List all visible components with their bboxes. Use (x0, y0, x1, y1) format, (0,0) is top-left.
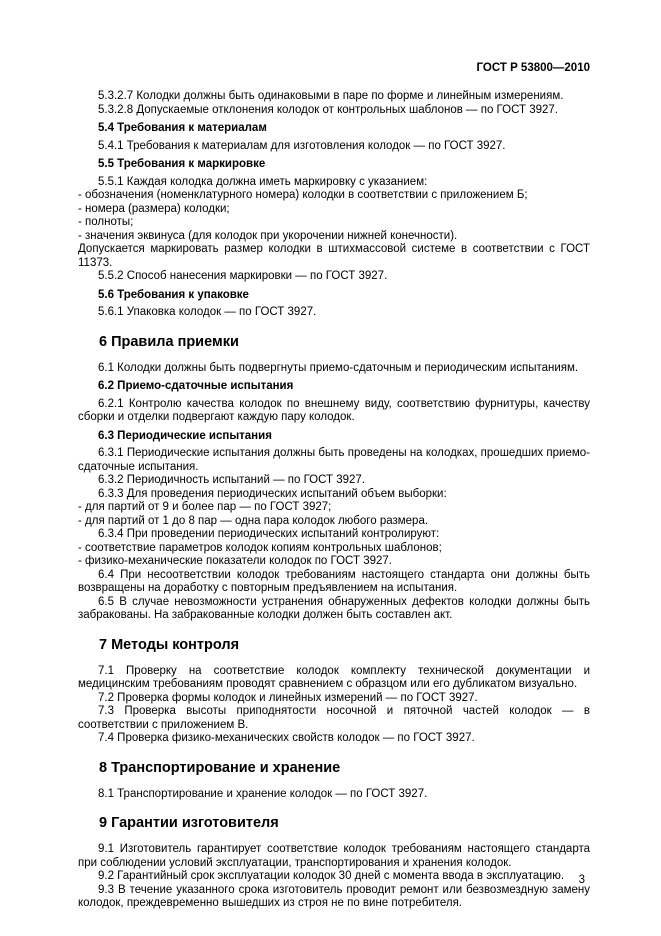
subsection-heading: 5.5 Требования к маркировке (98, 158, 266, 170)
paragraph: 6.5 В случае невозможности устранения обнаруженных дефектов колодки должны быть забракованы. На забракованные колодки должен быть составлен акт. (78, 595, 590, 621)
paragraph: 9.1 Изготовитель гарантирует соответствие колодок требованиям настоящего стандарта при соблюдении условий эксплуатации, транспортирования и хранения колодок. (78, 843, 590, 869)
page-number: 3 (578, 874, 585, 886)
list-item: - значения эквинуса (для колодок при укорочении нижней конечности). (78, 229, 458, 242)
paragraph: 6.2.1 Контролю качества колодок по внешнему виду, соответствию фурнитуры, качеству сборки и отделки подвергают каждую пару колодок. (78, 397, 590, 423)
paragraph: 5.3.2.8 Допускаемые отклонения колодок от контрольных шаблонов — по ГОСТ 3927. (98, 103, 558, 116)
list-item: Допускается маркировать размер колодки в штихмассовой системе в соответствии с ГОСТ 11373. (78, 243, 590, 269)
subsection-heading: 6.2 Приемо-сдаточные испытания (98, 380, 294, 392)
paragraph: 6.1 Колодки должны быть подвергнуты приемо-сдаточным и периодическим испытаниям. (98, 361, 579, 374)
section-heading: 9 Гарантии изготовителя (99, 815, 279, 831)
paragraph: 7.3 Проверка высоты приподнятости носочной и пяточной частей колодок — в соответствии с приложением В. (78, 705, 590, 731)
section-heading: 7 Методы контроля (99, 636, 240, 653)
paragraph: 6.3.4 При проведении периодических испытаний контролируют: (98, 528, 440, 540)
list-item: - для партий от 1 до 8 пар — одна пара колодок любого размера. (78, 514, 429, 527)
paragraph: 6.4 При несоответствии колодок требованиям настоящего стандарта они должны быть возвращены на доработку с повторным предъявлением на испытания. (78, 568, 590, 594)
paragraph: 7.2 Проверка формы колодок и линейных измерений — по ГОСТ 3927. (98, 691, 478, 704)
paragraph: 5.3.2.7 Колодки должны быть одинаковыми в паре по форме и линейным измерениям. (98, 90, 564, 102)
paragraph: 6.3.1 Периодические испытания должны быть проведены на колодках, прошедших приемо-сдаточные испытания. (78, 447, 590, 473)
list-item: - для партий от 9 и более пар — по ГОСТ 3927; (78, 501, 332, 513)
list-item: - полноты; (78, 216, 134, 228)
paragraph: 7.4 Проверка физико-механических свойств колодок — по ГОСТ 3927. (98, 732, 475, 744)
subsection-heading: 6.3 Периодические испытания (98, 429, 272, 442)
paragraph: 9.3 В течение указанного срока изготовитель проводит ремонт или безвозмездную замену колодок, преждевременно вышедших из строя не по вине потребителя. (78, 883, 590, 909)
section-heading: 6 Правила приемки (99, 333, 239, 350)
paragraph: 8.1 Транспортирование и хранение колодок — по ГОСТ 3927. (98, 787, 428, 800)
paragraph: 5.6.1 Упаковка колодок — по ГОСТ 3927. (98, 306, 317, 318)
document-code-header: ГОСТ Р 53800—2010 (476, 62, 590, 74)
paragraph: 5.4.1 Требования к материалам для изготовления колодок — по ГОСТ 3927. (98, 139, 506, 152)
list-item: - обозначения (номенклатурного номера) колодки в соответствии с приложением Б; (78, 189, 528, 201)
section-heading: 8 Транспортирование и хранение (99, 759, 341, 776)
list-item: - физико-механические показатели колодок по ГОСТ 3927. (78, 555, 392, 567)
paragraph: 6.3.3 Для проведения периодических испытаний объем выборки: (98, 487, 447, 500)
paragraph: 6.3.2 Периодичность испытаний — по ГОСТ 3927. (98, 474, 366, 486)
paragraph: 5.5.1 Каждая колодка должна иметь маркировку с указанием: (98, 175, 428, 188)
paragraph: 9.2 Гарантийный срок эксплуатации колодок 30 дней с момента ввода в эксплуатацию. (98, 870, 565, 882)
subsection-heading: 5.4 Требования к материалам (98, 122, 267, 134)
paragraph: 7.1 Проверку на соответствие колодок комплекту технической документации и медицинским требованиям проводят сравнением с образцом или его дубликатом визуально. (78, 664, 590, 690)
list-item: - соответствие параметров колодок копиям контрольных шаблонов; (78, 541, 442, 554)
paragraph: 5.5.2 Способ нанесения маркировки — по ГОСТ 3927. (98, 270, 388, 282)
list-item: - номера (размера) колодки; (78, 202, 230, 215)
document-body (78, 90, 590, 911)
subsection-heading: 5.6 Требования к упаковке (98, 288, 249, 301)
